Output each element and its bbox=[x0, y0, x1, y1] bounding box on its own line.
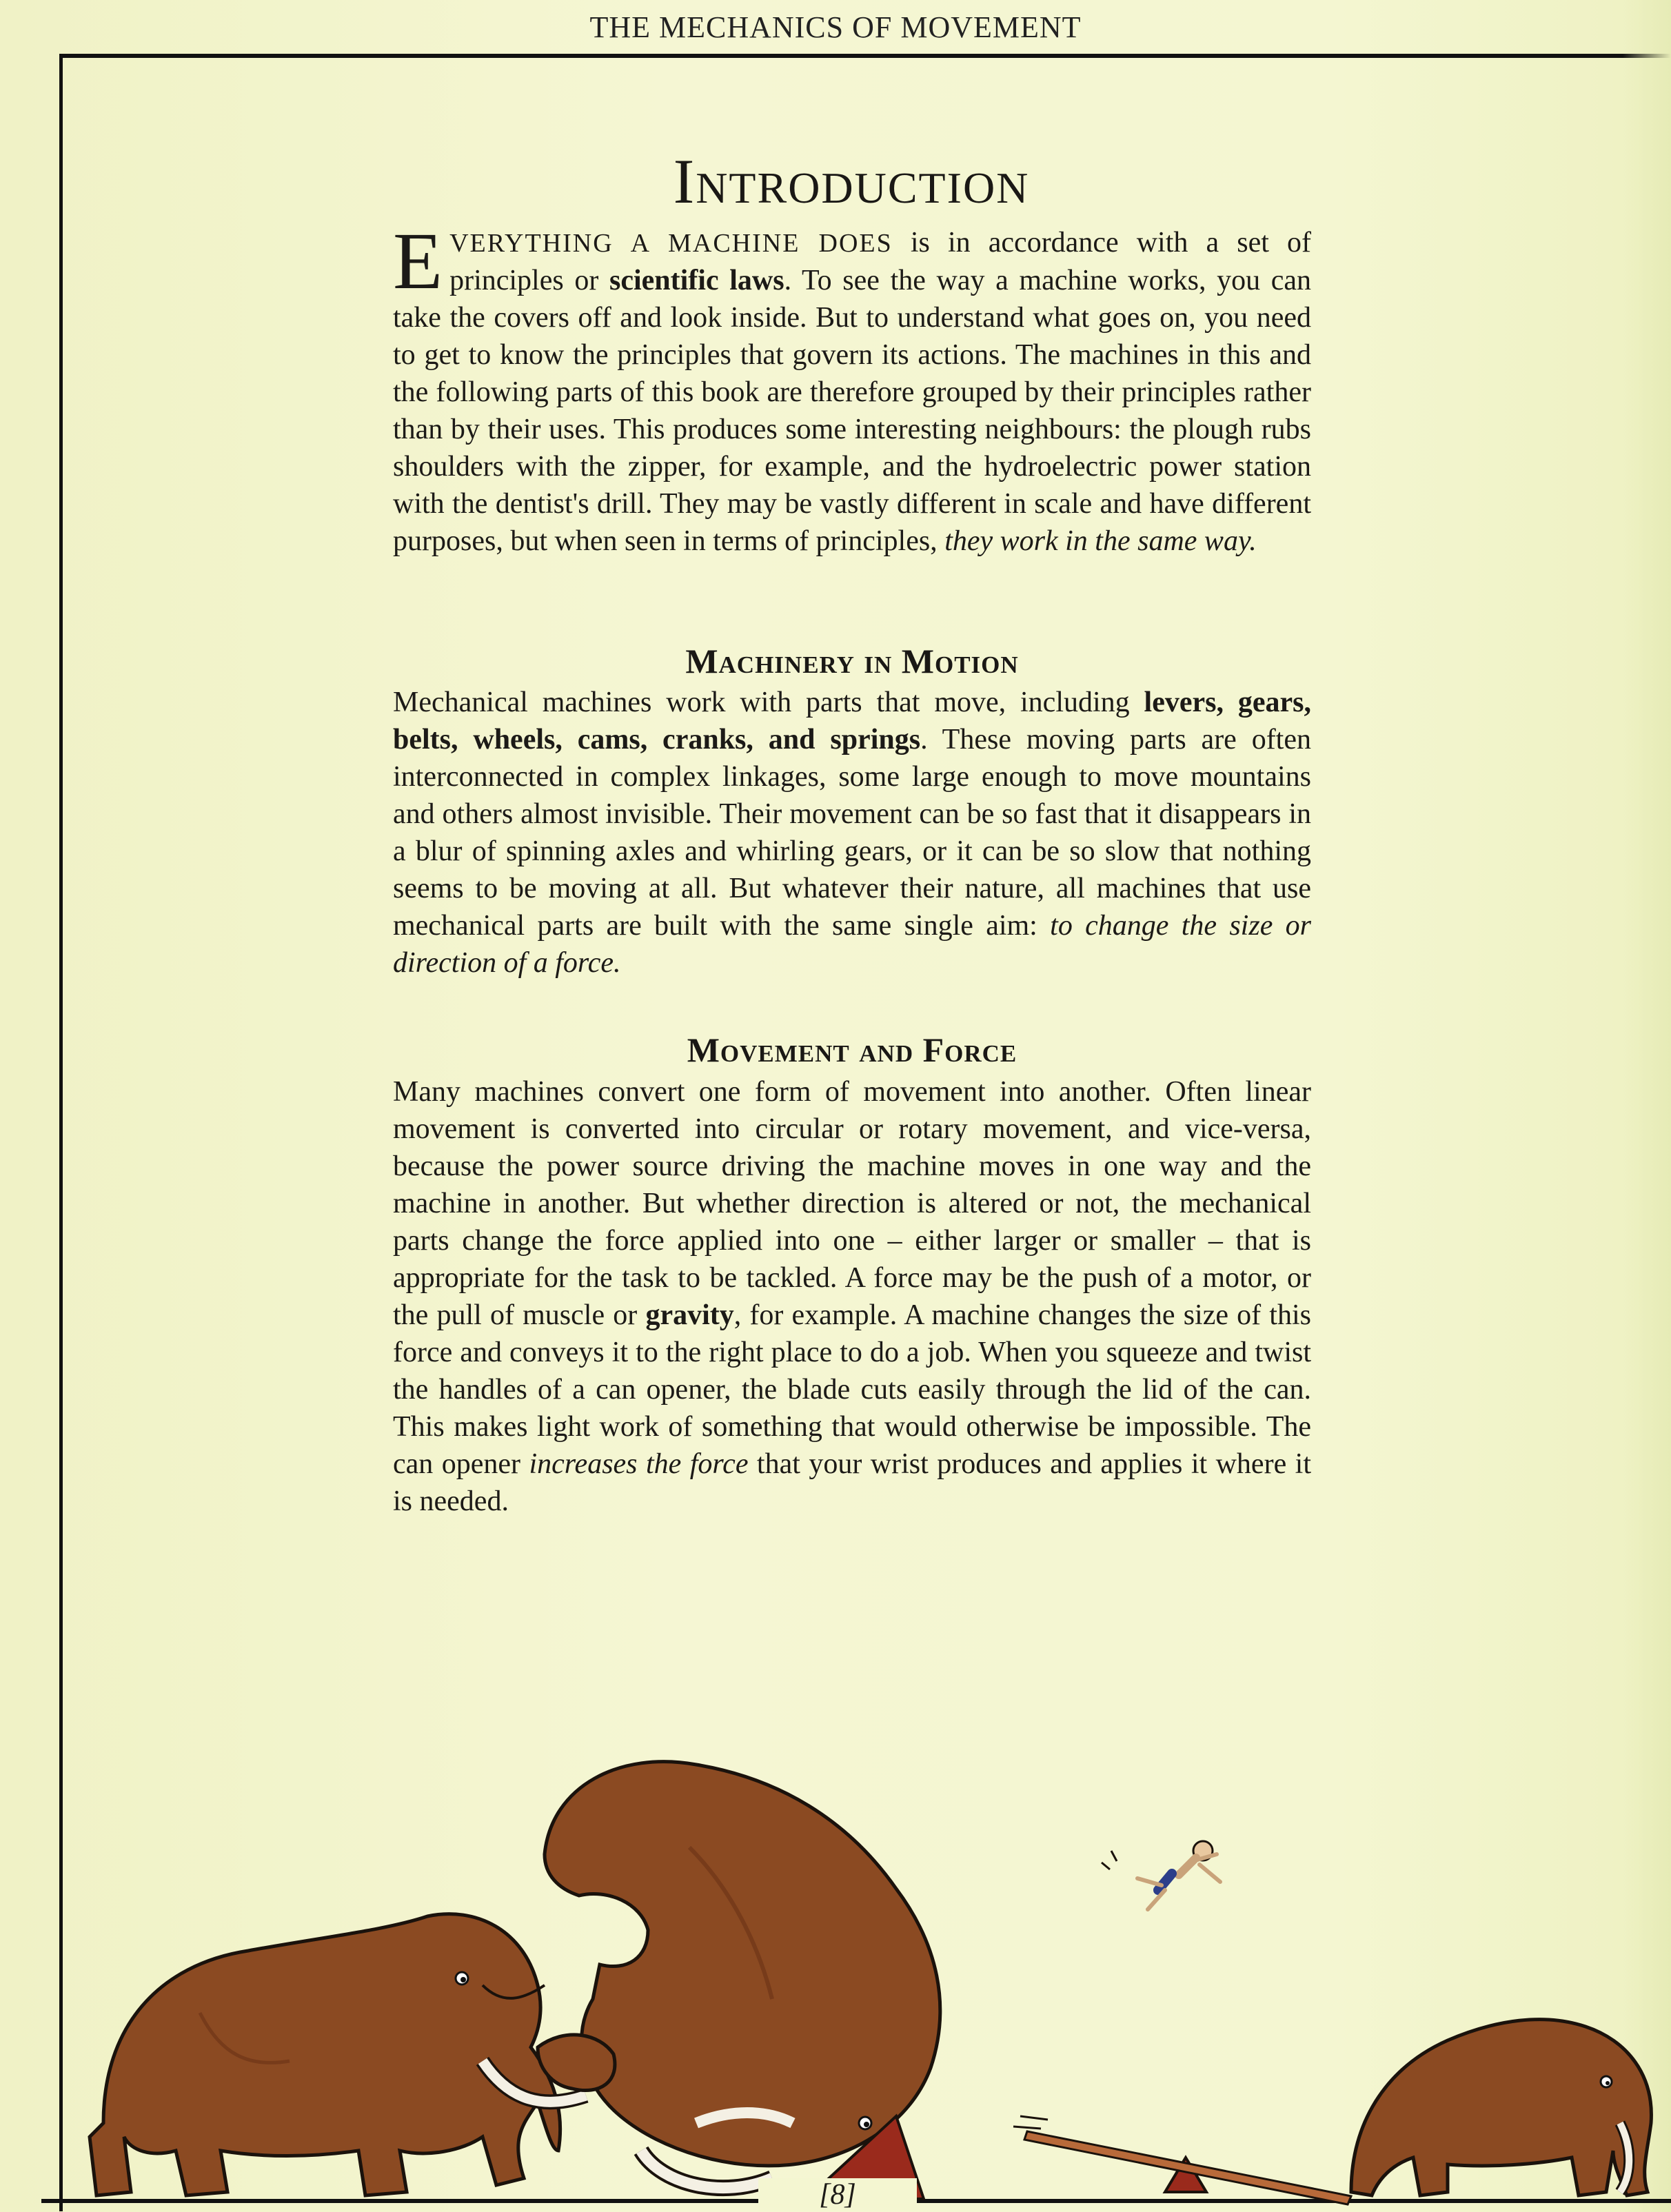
right-mammoth bbox=[1351, 2020, 1651, 2195]
intro-text-2: . To see the way a machine works, you can take the covers off and look inside. But to understand what goes on, you need to get to know the principles that govern its actions. The machines in this and the following parts of this book are therefore grouped by their principles rather than by their uses. This produces some interesting neighbours: the plough rubs shoulders with the zipper, for example, and the hydroelectric power station with the dentist's drill. They may be vastly different in scale and have different purposes, but when seen in terms of principles, bbox=[393, 265, 1312, 557]
sec2-text-2: , for example. A machine changes the size of this force and conveys it to the right place to do a job. When you squeeze and twist the handles of a can opener, the blade cuts easily through the lid of the can. This makes light work of something that would otherwise be impossible. The can opener bbox=[393, 1299, 1311, 1480]
sec1-text-2: . These moving parts are often interconnected in complex linkages, some large enough to move mountains and others almost invisible. Their movement can be so fast that it disappears in a blur of spinning axles and whirling gears, or it can be so slow that nothing seems to be moving at all. But whatever their nature, all machines that use mechanical parts are built with the same single aim: bbox=[393, 724, 1311, 942]
section-heading-machinery-in-motion: Machinery in Motion bbox=[685, 642, 1019, 680]
sec2-text-3: that your wrist produces and applies it where it is needed. bbox=[393, 1448, 1311, 1517]
intro-text-1: is in accordance with a set of principles or bbox=[449, 227, 1311, 296]
section-movement-and-force-text bbox=[393, 1073, 1311, 1520]
term-mechanical-parts: levers, gears, belts, wheels, cams, cranks, and springs bbox=[393, 687, 1311, 755]
flying-person bbox=[1102, 1841, 1220, 1909]
section-machinery-in-motion-text bbox=[393, 684, 1311, 982]
sec2-text-1: Many machines convert one form of movement into another. Often linear movement is converted into circular or rotary movement, and vice-versa, because the power source driving the machine moves in one way and the machine in another. But whether direction is altered or not, the mechanical parts change the force applied into one – either larger or smaller – that is appropriate for the task to be tackled. A force may be the push of a motor, or the pull of muscle or bbox=[393, 1076, 1311, 1331]
section-heading-movement-and-force: Movement and Force bbox=[687, 1031, 1017, 1069]
term-scientific-laws: scientific laws bbox=[609, 265, 784, 296]
running-head: THE MECHANICS OF MOVEMENT bbox=[589, 10, 1082, 44]
term-gravity: gravity bbox=[645, 1299, 734, 1331]
seesaw bbox=[1013, 2116, 1351, 2204]
center-mammoth bbox=[538, 1762, 940, 2188]
left-mammoth bbox=[90, 1914, 586, 2195]
intro-emphasis: they work in the same way. bbox=[944, 525, 1257, 557]
page-title: Introduction bbox=[673, 146, 1030, 216]
sec1-text-1: Mechanical machines work with parts that move, including bbox=[393, 687, 1144, 718]
sec2-emphasis: increases the force bbox=[529, 1448, 749, 1480]
sec1-emphasis: to change the size or direction of a force. bbox=[393, 910, 1311, 979]
lead-in-caps: VERYTHING A MACHINE DOES bbox=[449, 229, 893, 258]
page-number: [8] bbox=[758, 2178, 917, 2211]
drop-cap: E bbox=[393, 216, 443, 306]
intro-paragraph bbox=[393, 216, 1312, 560]
mammoth-illustration bbox=[0, 1709, 1671, 2212]
